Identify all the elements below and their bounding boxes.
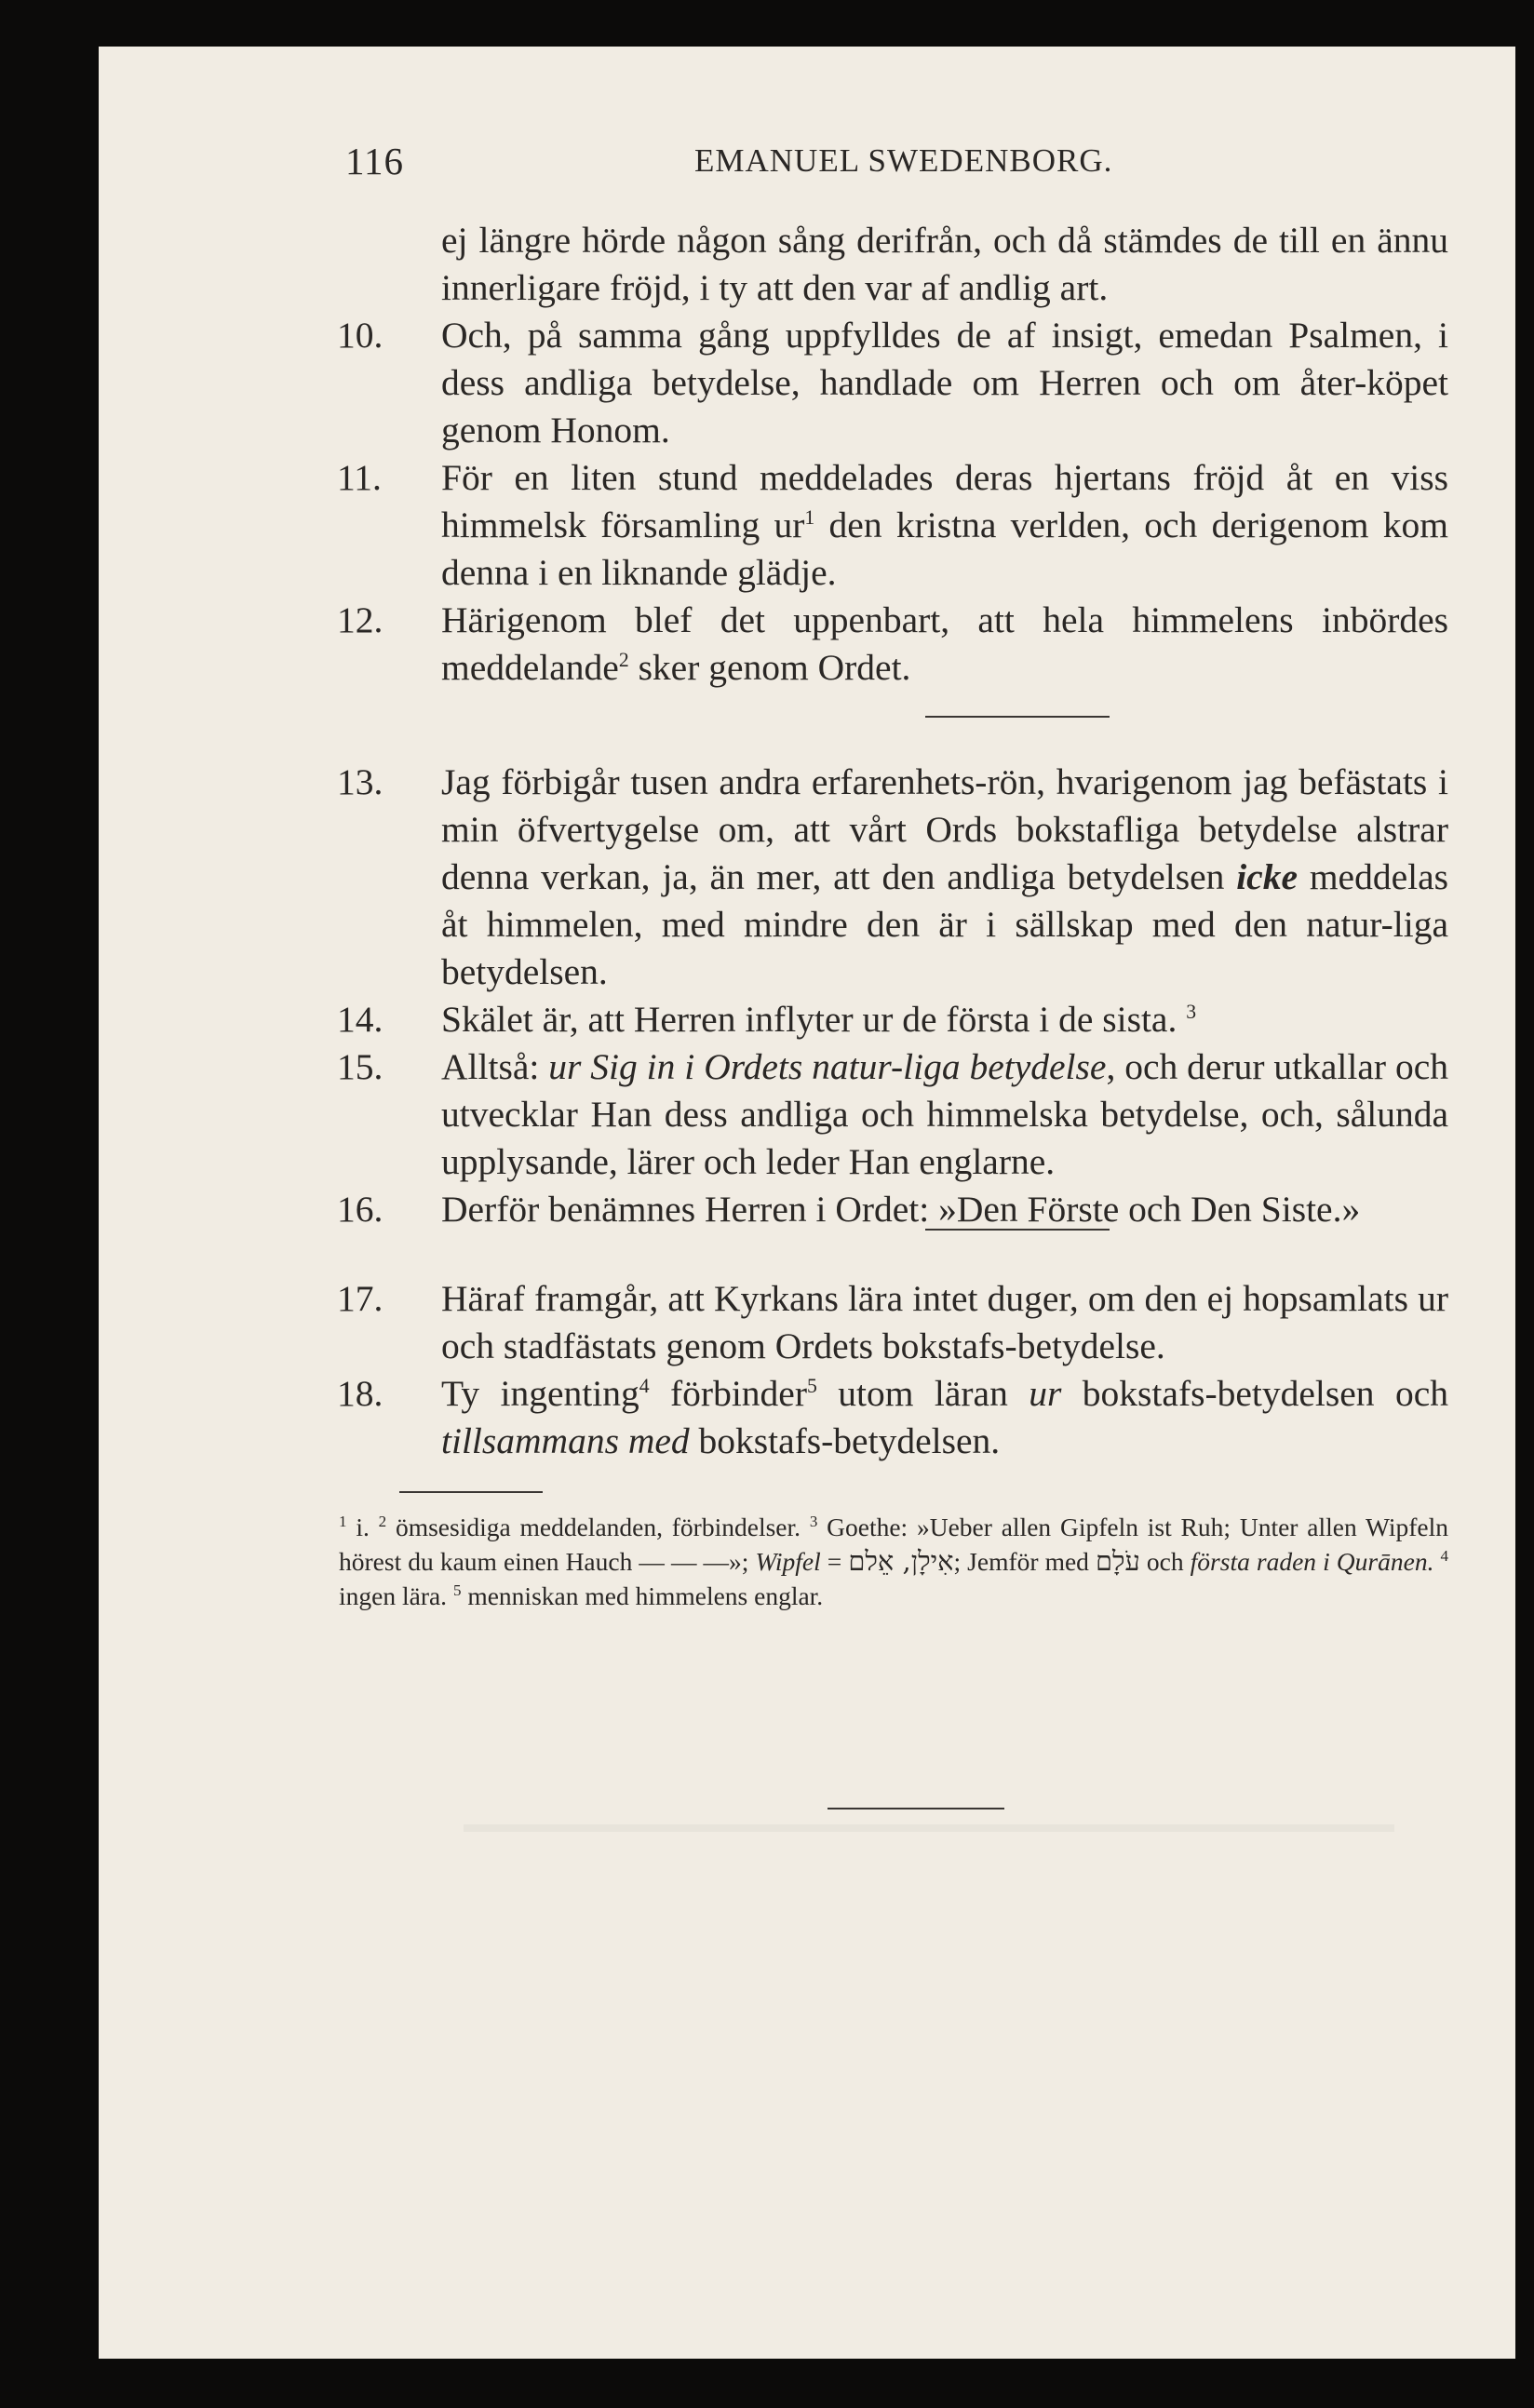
text-segment: sker genom Ordet. (628, 647, 911, 688)
footnote-emphasis: första raden i Qurānen. (1190, 1547, 1434, 1576)
footnote-number: 1 (339, 1512, 347, 1530)
text-segment: bokstafs-betydelsen och (1061, 1373, 1448, 1414)
item-text (441, 454, 1448, 597)
footnote-text: ingen lära. (339, 1581, 453, 1610)
list-item (337, 454, 1448, 597)
item-number: 18. (337, 1373, 384, 1414)
item-number: 14. (337, 999, 384, 1040)
footnote-text (1433, 1547, 1440, 1576)
text-segment: utom läran (816, 1373, 1029, 1414)
item-text (441, 996, 1448, 1043)
list-item (337, 1186, 1448, 1233)
list-item (337, 759, 1448, 996)
item-text: Häraf framgår, att Kyrkans lära intet duger, om den ej hopsamlats ur och stadfästats genom Ordets bokstafs-betydelse. (441, 1278, 1448, 1366)
item-number: 10. (337, 315, 384, 356)
footnote-number: 4 (1440, 1546, 1449, 1565)
item-number: 15. (337, 1046, 384, 1087)
bleed-through-shadow (464, 1824, 1394, 1832)
text-segment: förbinder (649, 1373, 807, 1414)
end-divider (828, 1808, 1004, 1809)
list-item (337, 597, 1448, 692)
emphasis: ur Sig in i Ordets natur-liga betydelse (548, 1046, 1107, 1087)
item-number: 11. (337, 457, 382, 498)
emphasis: icke (1236, 856, 1298, 897)
footnote-text: ; Jemför med (953, 1547, 1096, 1576)
text-segment: Härigenom blef det uppenbart, att hela himmelens inbördes meddelande (441, 599, 1448, 688)
item-text (441, 759, 1448, 996)
footnote-text: = (820, 1547, 849, 1576)
item-text (441, 1043, 1448, 1186)
list-item (337, 1043, 1449, 1186)
footnote-marker: 1 (804, 505, 815, 529)
text-segment: För en liten stund meddelades deras hjertans fröjd åt en viss himmelsk församling ur (441, 457, 1448, 545)
text-segment: Jag förbigår tusen andra erfarenhets-rön, hvarigenom jag befästats i min öfvertygelse om, att vårt Ords bokstafliga betydelse alstrar denna verkan, ja, än mer, att den andliga betydelsen (441, 761, 1448, 897)
footnote-marker: 5 (807, 1374, 817, 1397)
item-number: 16. (337, 1189, 384, 1230)
footnote-number: 5 (452, 1581, 462, 1599)
emphasis: tillsammans med (441, 1420, 690, 1461)
footnote-marker: 2 (618, 648, 629, 671)
item-text: Derför benämnes Herren i Ordet: »Den Förste och Den Siste.» (441, 1189, 1361, 1230)
section-divider (925, 716, 1110, 718)
text-segment: den kristna verlden, och derigenom kom denna i en liknande glädje. (441, 504, 1448, 593)
footnote-text: ömsesidiga meddelanden, förbindelser. (386, 1513, 810, 1541)
footnote-number: 3 (809, 1512, 818, 1530)
hebrew-word: אִילָן, אֵלם (848, 1545, 954, 1577)
item-number: 17. (337, 1278, 384, 1319)
footnote-number: 2 (378, 1512, 387, 1530)
text-segment: Alltså: (441, 1046, 549, 1087)
text-segment: bokstafs-betydelsen. (689, 1420, 1001, 1461)
running-title: EMANUEL SWEDENBORG. (694, 142, 1113, 179)
emphasis: ur (1029, 1373, 1062, 1414)
page-number: 116 (345, 140, 404, 182)
footnote-text: i. (346, 1513, 379, 1541)
footnote-divider (399, 1491, 543, 1493)
text-segment: , och derur utkallar och utvecklar Han dess andliga och himmelska betydelse, och, sålunda upplysande, lärer och leder Han englarne. (441, 1046, 1449, 1182)
body-text (337, 217, 1449, 1613)
item-number: 12. (337, 599, 384, 640)
item-text (441, 597, 1448, 692)
footnote-emphasis: Wipfel (755, 1547, 821, 1576)
item-text: Och, på samma gång uppfylldes de af insigt, emedan Psalmen, i dess andliga betydelse, handlade om Herren och om åter-köpet genom Honom. (441, 315, 1448, 451)
list-item (337, 996, 1448, 1043)
footnote-text: och (1139, 1547, 1191, 1576)
intro-text: ej längre hörde någon sång derifrån, och då stämdes de till en ännu innerligare fröjd, i ty att den var af andlig art. (441, 220, 1448, 308)
intro-paragraph (441, 217, 1448, 312)
footnote-text: menniskan med himmelens englar. (461, 1581, 824, 1610)
footnote-marker: 3 (1186, 1000, 1197, 1023)
footnote-text: Goethe: »Ueber allen Gipfeln ist Ruh; Unter allen Wipfeln hörest du kaum einen Hauch — — —»; (339, 1513, 1448, 1576)
list-item (337, 1370, 1448, 1465)
book-page (99, 47, 1515, 2359)
footnotes (339, 1510, 1448, 1613)
text-segment: Skälet är, att Herren inflyter ur de första i de sista. (441, 999, 1177, 1040)
item-number: 13. (337, 761, 384, 802)
text-segment: Ty ingenting (441, 1373, 639, 1414)
hebrew-word: עֹלָם (1095, 1545, 1140, 1577)
text-segment: meddelas åt himmelen, med mindre den är i sällskap med den natur-liga betydelsen. (441, 856, 1448, 992)
page-header (99, 139, 1515, 195)
footnote-marker: 4 (639, 1374, 650, 1397)
list-item (337, 1275, 1448, 1370)
item-text (441, 1370, 1448, 1465)
list-item (337, 312, 1448, 454)
